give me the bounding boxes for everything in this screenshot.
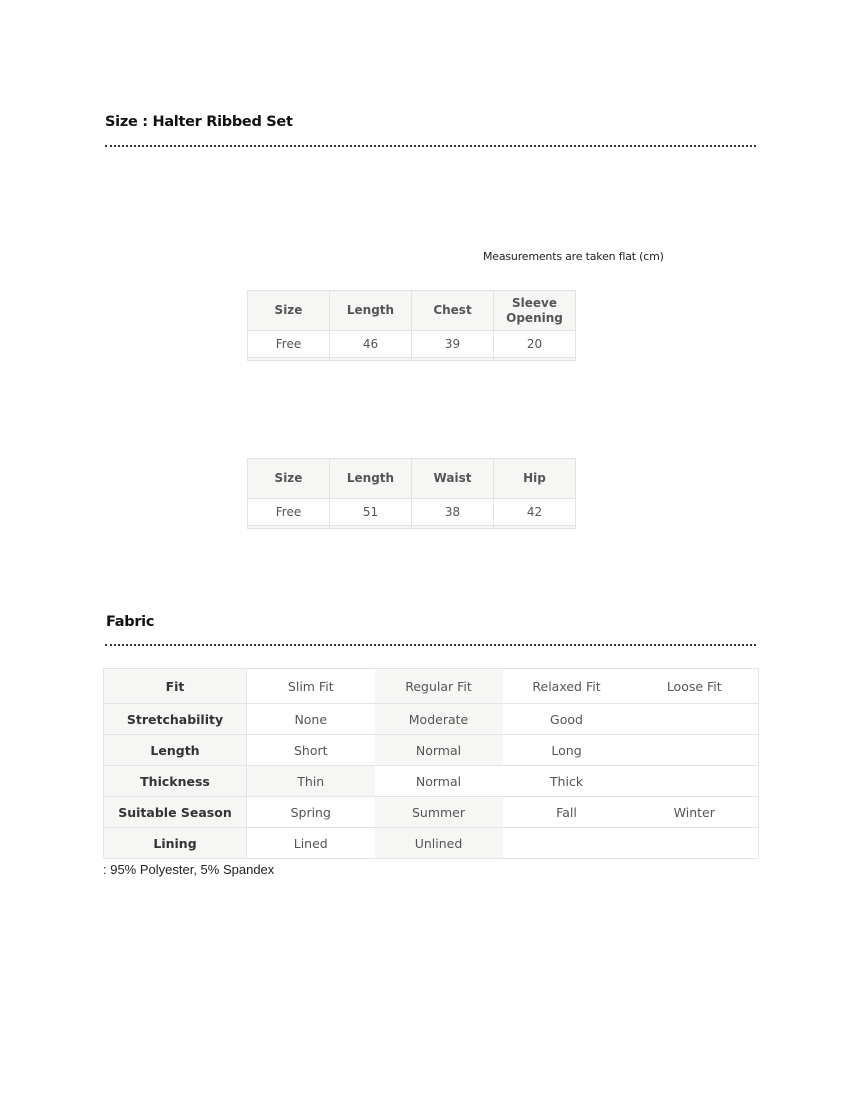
fabric-option-cell: Loose Fit — [631, 669, 759, 704]
fabric-option-cell: Slim Fit — [247, 669, 375, 704]
fabric-option-cell — [631, 828, 759, 859]
fabric-option-cell — [631, 704, 759, 735]
fabric-option-cell: Normal — [375, 766, 503, 797]
fabric-option-cell: Lined — [247, 828, 375, 859]
fabric-option-cell: Fall — [503, 797, 631, 828]
table-cell-stub — [248, 526, 330, 529]
fabric-section-title: Fabric — [106, 614, 155, 630]
table-cell-stub — [248, 358, 330, 361]
table-header-cell: Size — [248, 291, 330, 331]
fabric-row-label: Fit — [104, 669, 247, 704]
table-cell: Free — [248, 331, 330, 358]
measurement-note: Measurements are taken flat (cm) — [483, 250, 664, 263]
table-header-cell: Chest — [412, 291, 494, 331]
table-cell: 46 — [330, 331, 412, 358]
size-section-title: Size : Halter Ribbed Set — [105, 114, 293, 130]
size-section-divider — [105, 145, 756, 147]
table-cell-stub — [330, 526, 412, 529]
fabric-row-label: Length — [104, 735, 247, 766]
table-cell-stub — [330, 358, 412, 361]
table-header-cell: Hip — [494, 459, 576, 499]
table-row — [248, 499, 576, 526]
fabric-row — [104, 704, 759, 735]
table-header-cell: Size — [248, 459, 330, 499]
fabric-option-cell: Relaxed Fit — [503, 669, 631, 704]
fabric-option-cell: Thick — [503, 766, 631, 797]
fabric-row-label: Lining — [104, 828, 247, 859]
table-cell-stub — [494, 358, 576, 361]
fabric-option-cell — [503, 828, 631, 859]
table-cell: 38 — [412, 499, 494, 526]
fabric-row — [104, 797, 759, 828]
fabric-option-cell — [631, 766, 759, 797]
table-header-cell: Sleeve Opening — [494, 291, 576, 331]
fabric-option-cell: Unlined — [375, 828, 503, 859]
table-header-cell: Length — [330, 291, 412, 331]
fabric-row-label: Stretchability — [104, 704, 247, 735]
fabric-option-cell: Summer — [375, 797, 503, 828]
fabric-section-divider — [105, 644, 756, 646]
fabric-option-cell: Thin — [247, 766, 375, 797]
fabric-option-cell: Normal — [375, 735, 503, 766]
top-size-table — [247, 290, 576, 361]
fabric-composition: : 95% Polyester, 5% Spandex — [103, 862, 275, 877]
fabric-option-cell: Good — [503, 704, 631, 735]
bottom-size-table — [247, 458, 576, 529]
table-row-stub — [248, 358, 576, 361]
fabric-row — [104, 735, 759, 766]
table-cell: 42 — [494, 499, 576, 526]
table-cell: 20 — [494, 331, 576, 358]
fabric-table — [103, 668, 759, 859]
fabric-option-cell — [631, 735, 759, 766]
table-header-row — [248, 459, 576, 499]
fabric-row — [104, 766, 759, 797]
fabric-option-cell: Regular Fit — [375, 669, 503, 704]
table-cell-stub — [412, 358, 494, 361]
table-row — [248, 331, 576, 358]
fabric-row-label: Thickness — [104, 766, 247, 797]
fabric-option-cell: Spring — [247, 797, 375, 828]
fabric-option-cell: Moderate — [375, 704, 503, 735]
table-cell-stub — [494, 526, 576, 529]
fabric-option-cell: Winter — [631, 797, 759, 828]
fabric-option-cell: None — [247, 704, 375, 735]
table-header-cell: Waist — [412, 459, 494, 499]
fabric-row — [104, 828, 759, 859]
fabric-row-label: Suitable Season — [104, 797, 247, 828]
table-header-cell: Length — [330, 459, 412, 499]
fabric-option-cell: Long — [503, 735, 631, 766]
fabric-option-cell: Short — [247, 735, 375, 766]
table-cell-stub — [412, 526, 494, 529]
table-cell: 39 — [412, 331, 494, 358]
fabric-row — [104, 669, 759, 704]
table-cell: 51 — [330, 499, 412, 526]
table-cell: Free — [248, 499, 330, 526]
table-row-stub — [248, 526, 576, 529]
table-header-row — [248, 291, 576, 331]
